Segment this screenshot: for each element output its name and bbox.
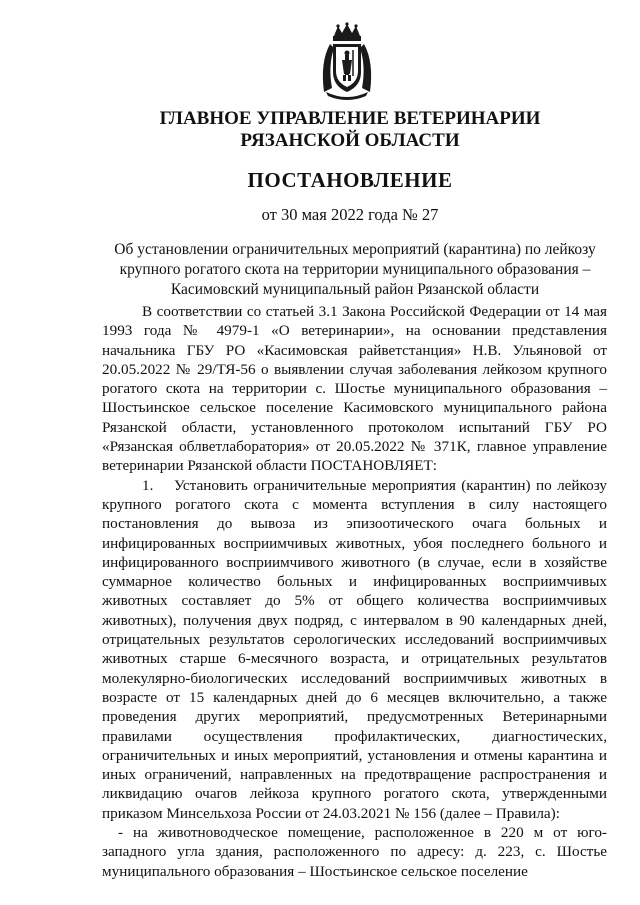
document-body xyxy=(102,302,607,881)
agency-name-line2: РЯЗАНСКОЙ ОБЛАСТИ xyxy=(240,130,460,151)
preamble-paragraph: В соответствии со статьей 3.1 Закона Российской Федерации от 14 мая 1993 года № 4979-1 «О ветеринарии», на основании представления начальника ГБУ РО «Касимовская райветстанция» Н.В. Ульяновой от 20.05.2022 № 29/ТЯ-56 о выявлении случая заболевания лейкозом крупного рогатого скота на территории с. Шостье муниципального образования – Шостьинское сельское поселение Касимовского муниципального района Рязанской области, установленного протоколом испытаний ГБУ РО «Рязанская облветлаборатория» от 20.05.2022 № 371К, главное управление ветеринарии Рязанской области ПОСТАНОВЛЯЕТ: xyxy=(102,303,607,475)
bullet-1-paragraph: - на животноводческое помещение, расположенное в 220 м от юго-западного угла здания, расположенного по адресу: д. 223, с. Шостье муниципального образования – Шостьинское сельское поселение xyxy=(102,824,607,880)
document-date-number: от 30 мая 2022 года № 27 xyxy=(261,205,439,224)
coat-of-arms-icon xyxy=(316,22,378,102)
agency-name-line1: ГЛАВНОЕ УПРАВЛЕНИЕ ВЕТЕРИНАРИИ xyxy=(159,108,541,129)
item-1-text: Установить ограничительные мероприятия (карантин) по лейкозу крупного рогатого скота с момента вступления в силу настоящего постановления до вывоза из эпизоотического очага больных и инфицированных восприимчивых животных, убоя последнего больного и инфицированного восприимчивого животного (в случае, если в хозяйстве суммарное количество больных и инфицированных восприимчивых животных составляет до 5% от общего количества восприимчивых животных), получения двух подряд, с интервалом в 90 календарных дней, отрицательных результатов серологических исследований восприимчивых животных старше 6-месячного возраста, и отрицательных результатов молекулярно-биологических исследований восприимчивых животных в возрасте от 15 календарных дней до 6 месяцев включительно, а также проведения других мероприятий, предусмотренных Ветеринарными правилами осуществления профилактических, диагностических, ограничительных и иных мероприятий, установления и отмены карантина и иных ограничений, направленных на предотвращение распространения и ликвидацию очагов лейкоза крупного рогатого скота, утвержденными приказом Минсельхоза России от 24.03.2021 № 156 (далее – Правила): xyxy=(102,476,607,822)
document-subject: Об установлении ограничительных мероприятий (карантина) по лейкозу крупного рогатого скота на территории муниципального образования – Касимовский муниципальный район Рязанской области xyxy=(114,241,596,298)
document-type: ПОСТАНОВЛЕНИЕ xyxy=(247,168,453,192)
item-1-paragraph xyxy=(102,476,607,823)
item-1-number: 1. xyxy=(142,476,154,494)
